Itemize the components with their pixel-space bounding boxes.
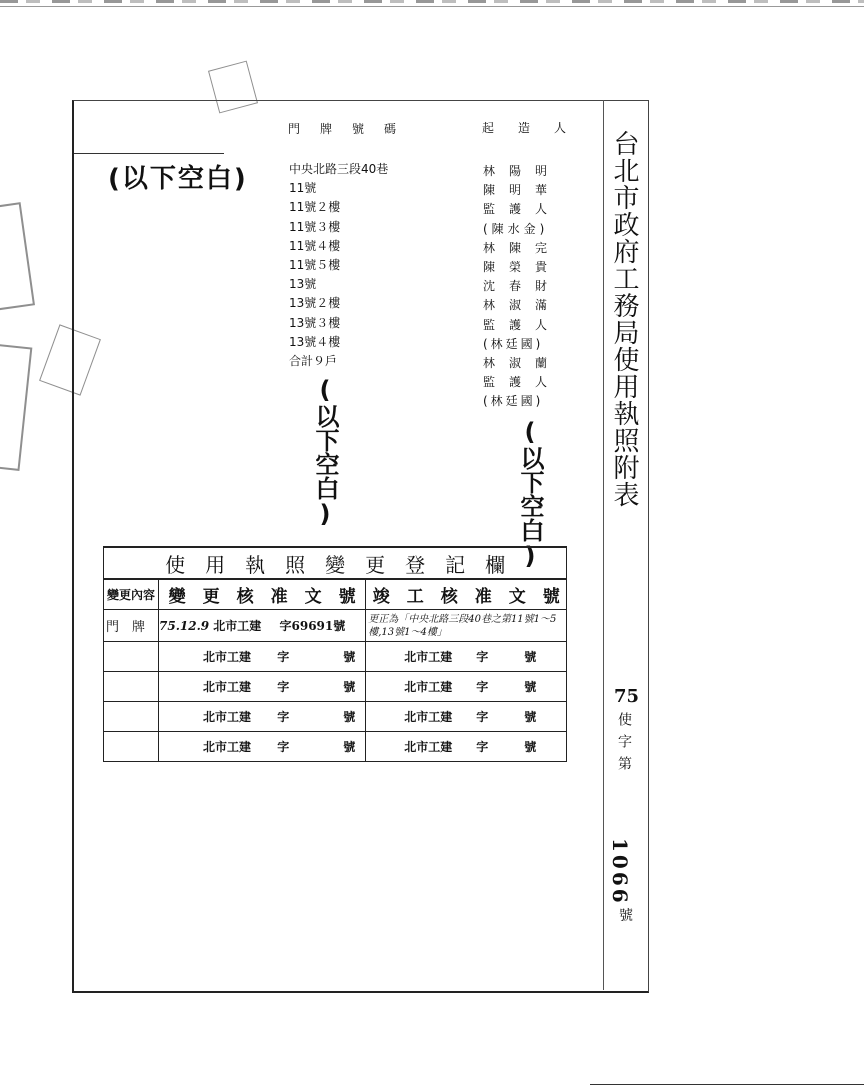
builder-item: 沈春財 [483,279,562,294]
address-item: 13號２樓 [289,296,341,311]
address-item: 中央北路三段40巷 [289,162,389,176]
table-row [104,642,567,672]
cell-change-approval [159,672,366,702]
cell-content [104,702,159,732]
builder-item: 林淑滿 [483,298,562,313]
blank-marker-right: (以下空白) [516,418,544,570]
change-no: 字 號 [277,650,366,664]
cell-content [104,642,159,672]
header-completion-approval: 竣 工 核 准 文 號 [366,579,567,610]
builder-item: (林廷國) [483,336,544,351]
builder-item: 林淑蘭 [483,356,562,371]
scan-bottom-edge [590,1084,864,1085]
column-header-door-number: 門 牌 號 碼 [288,122,401,136]
cell-change-approval [159,702,366,732]
builder-item: 監護人 [483,202,562,217]
address-item: 13號 [289,277,317,292]
address-item: 11號５樓 [289,258,341,273]
change-no: 字69691號 [279,619,346,633]
cell-content: 門 牌 [104,610,159,642]
table-row [104,702,567,732]
cell-change-approval [159,642,366,672]
cell-completion-approval: 北市工建 字 號 [366,702,567,732]
cell-completion-approval: 北市工建 字 號 [366,642,567,672]
builder-item: 林陳完 [483,240,562,255]
seal-stamp-left-2 [0,343,32,471]
table-row [104,732,567,762]
scan-top-edge [0,0,864,7]
column-header-builder: 起 造 人 [482,121,573,135]
seal-stamp-left-1 [0,202,35,312]
change-date: 75.12.9 [159,619,210,633]
builder-item: (陳水金) [483,221,549,236]
permit-year: 75 [614,686,640,707]
cell-change-approval [159,732,366,762]
table-row [104,672,567,702]
address-item: 13號３樓 [289,315,341,330]
address-item: 13號４樓 [289,334,341,349]
blank-marker-left: (以下空白) [108,164,248,194]
cell-completion-approval: 更正為「中央北路三段40巷之第11號1～5樓,13號1～4樓」 [366,610,567,642]
blank-marker-middle: (以下空白) [311,376,339,528]
cell-completion-approval: 北市工建 字 號 [366,672,567,702]
change-org: 北市工建 [213,619,262,633]
address-item: 11號３樓 [289,219,341,234]
address-item: 合計９戶 [289,354,338,369]
permit-label: 使字第 [616,712,632,778]
cell-content [104,672,159,702]
document-title: 台北市政府工務局使用執照附表 [609,130,639,508]
cell-change-approval [159,610,366,642]
change-no: 字 號 [277,740,366,754]
change-org: 北市工建 [203,710,252,724]
permit-number: 1066 [608,838,632,906]
builder-item: (林廷國) [483,394,544,409]
change-no: 字 號 [277,680,366,694]
builder-item: 陳明華 [483,183,562,198]
change-register-table [103,546,567,762]
builder-item: 陳榮貴 [483,260,562,275]
address-item: 11號２樓 [289,200,341,215]
cell-content [104,732,159,762]
address-item: 11號４樓 [289,238,341,253]
builder-item: 林陽明 [483,164,562,178]
header-change-content: 變更內容 [104,579,159,610]
change-org: 北市工建 [203,740,252,754]
change-org: 北市工建 [203,650,252,664]
header-change-approval: 變 更 核 准 文 號 [159,579,366,610]
cell-completion-approval: 北市工建 字 號 [366,732,567,762]
address-list [289,160,388,371]
builder-list [483,162,569,412]
builder-item: 監護人 [483,317,562,332]
register-title: 使 用 執 照 變 更 登 記 欄 [104,547,567,579]
table-row [104,610,567,642]
builder-item: 監護人 [483,375,562,390]
header-rule [74,153,224,154]
change-no: 字 號 [277,710,366,724]
change-org: 北市工建 [203,680,252,694]
permit-suffix: 號 [619,908,633,924]
address-item: 11號 [289,181,317,196]
